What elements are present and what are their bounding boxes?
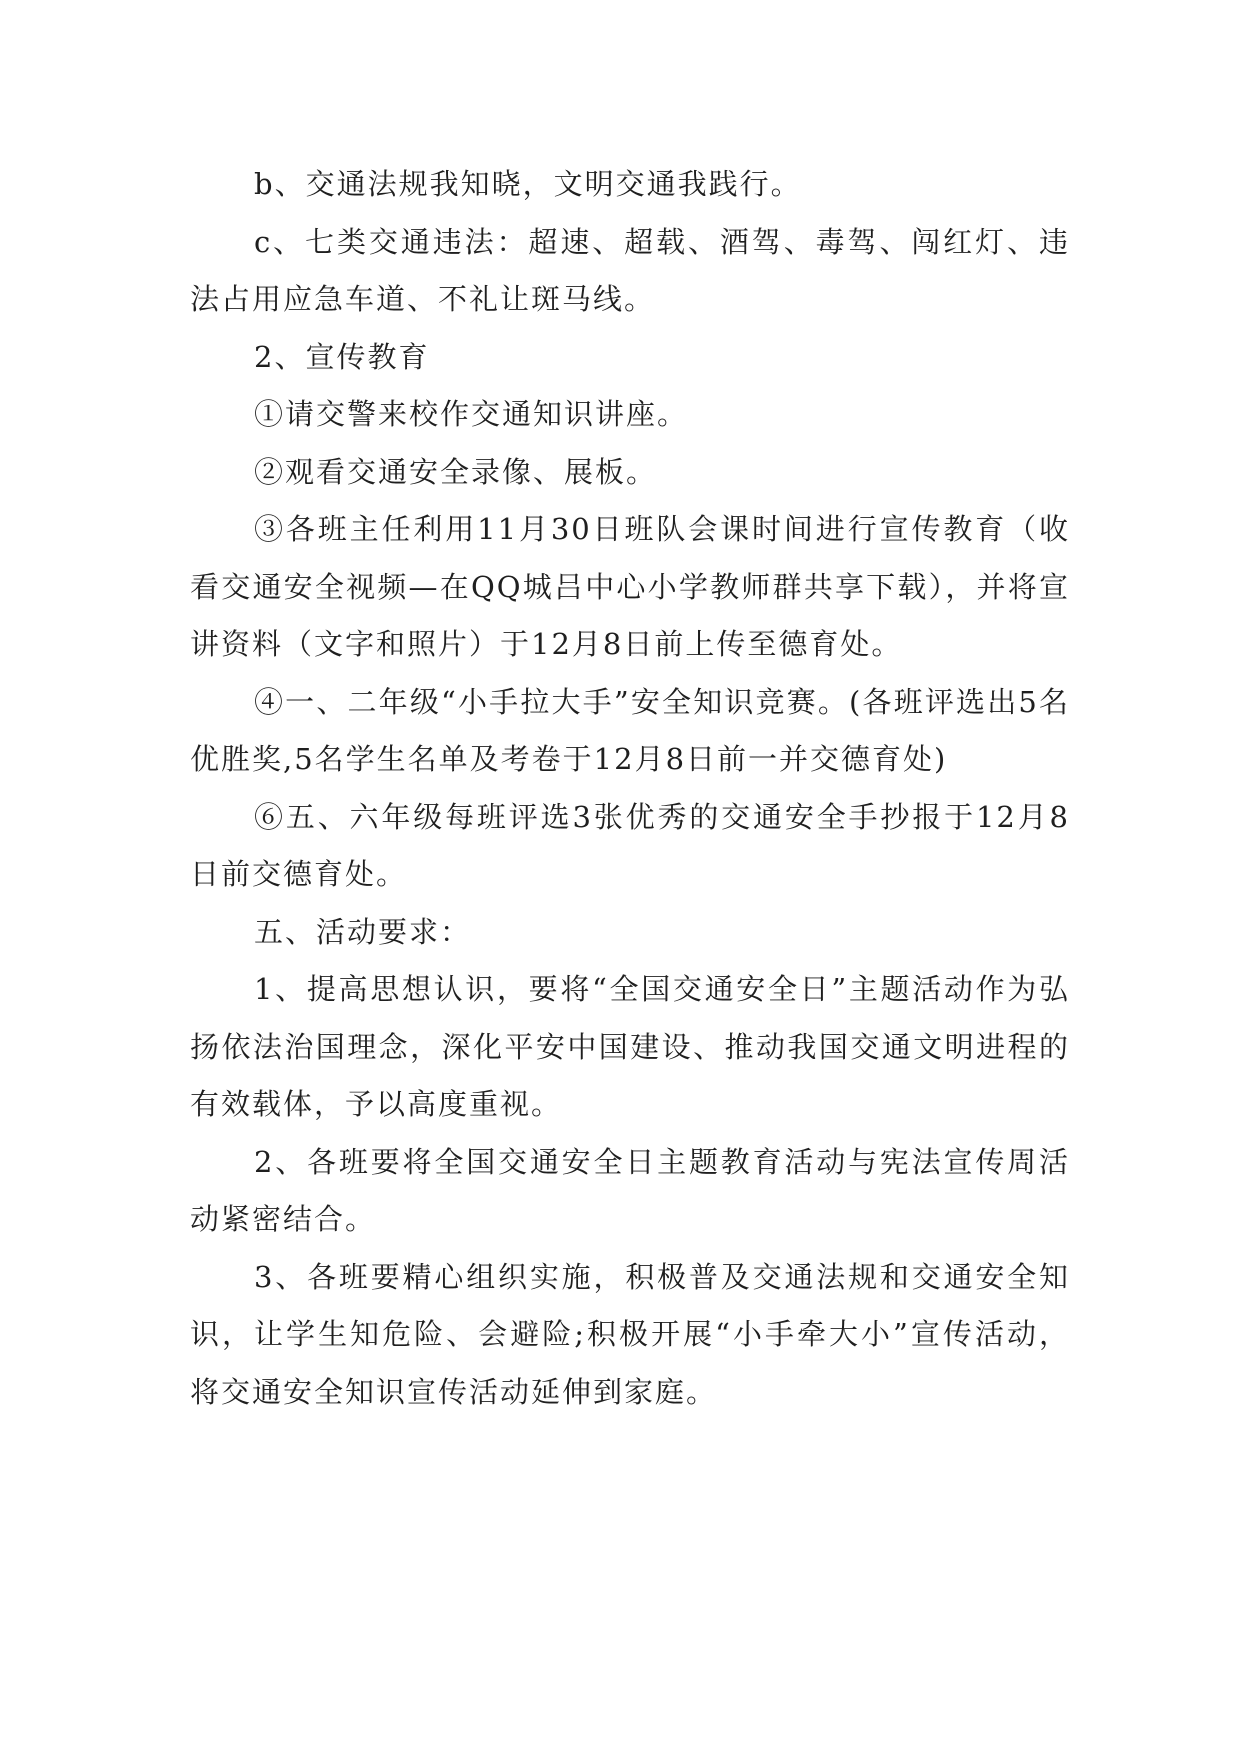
section-heading-requirements: 五、活动要求： — [254, 914, 472, 949]
requirement-item-1: 1、提高思想认识，要将“全国交通安全日”主题活动作为弘扬依法治国理念，深化平安中国建设、推动我国交通文明进程的有效载体，予以高度重视。 — [190, 972, 1070, 1121]
list-item-quiz: ④一、二年级“小手拉大手”安全知识竞赛。(各班评选出5名优胜奖,5名学生名单及考卷于12月8日前一并交德育处) — [190, 684, 1070, 776]
list-item-lecture: ①请交警来校作交通知识讲座。 — [254, 397, 689, 431]
list-item-video: ②观看交通安全录像、展板。 — [254, 454, 658, 489]
paragraph-violations-c: c、七类交通违法：超速、超载、酒驾、毒驾、闯红灯、违法占用应急车道、不礼让斑马线。 — [190, 224, 1070, 316]
document-body — [190, 156, 1070, 1421]
requirement-item-3: 3、各班要精心组织实施，积极普及交通法规和交通安全知识，让学生知危险、会避险;积极开展“小手牵大小”宣传活动，将交通安全知识宣传活动延伸到家庭。 — [190, 1259, 1070, 1409]
paragraph-slogan-b: b、交通法规我知晓，文明交通我践行。 — [254, 167, 802, 201]
requirement-item-2: 2、各班要将全国交通安全日主题教育活动与宪法宣传周活动紧密结合。 — [190, 1144, 1070, 1236]
section-heading-publicity: 2、宣传教育 — [254, 339, 430, 374]
list-item-class-meeting: ③各班主任利用11月30日班队会课时间进行宣传教育（收看交通安全视频—在QQ城吕中心小学教师群共享下载），并将宣讲资料（文字和照片）于12月8日前上传至德育处。 — [190, 512, 1070, 661]
list-item-posters: ⑥五、六年级每班评选3张优秀的交通安全手抄报于12月8日前交德育处。 — [190, 799, 1070, 891]
